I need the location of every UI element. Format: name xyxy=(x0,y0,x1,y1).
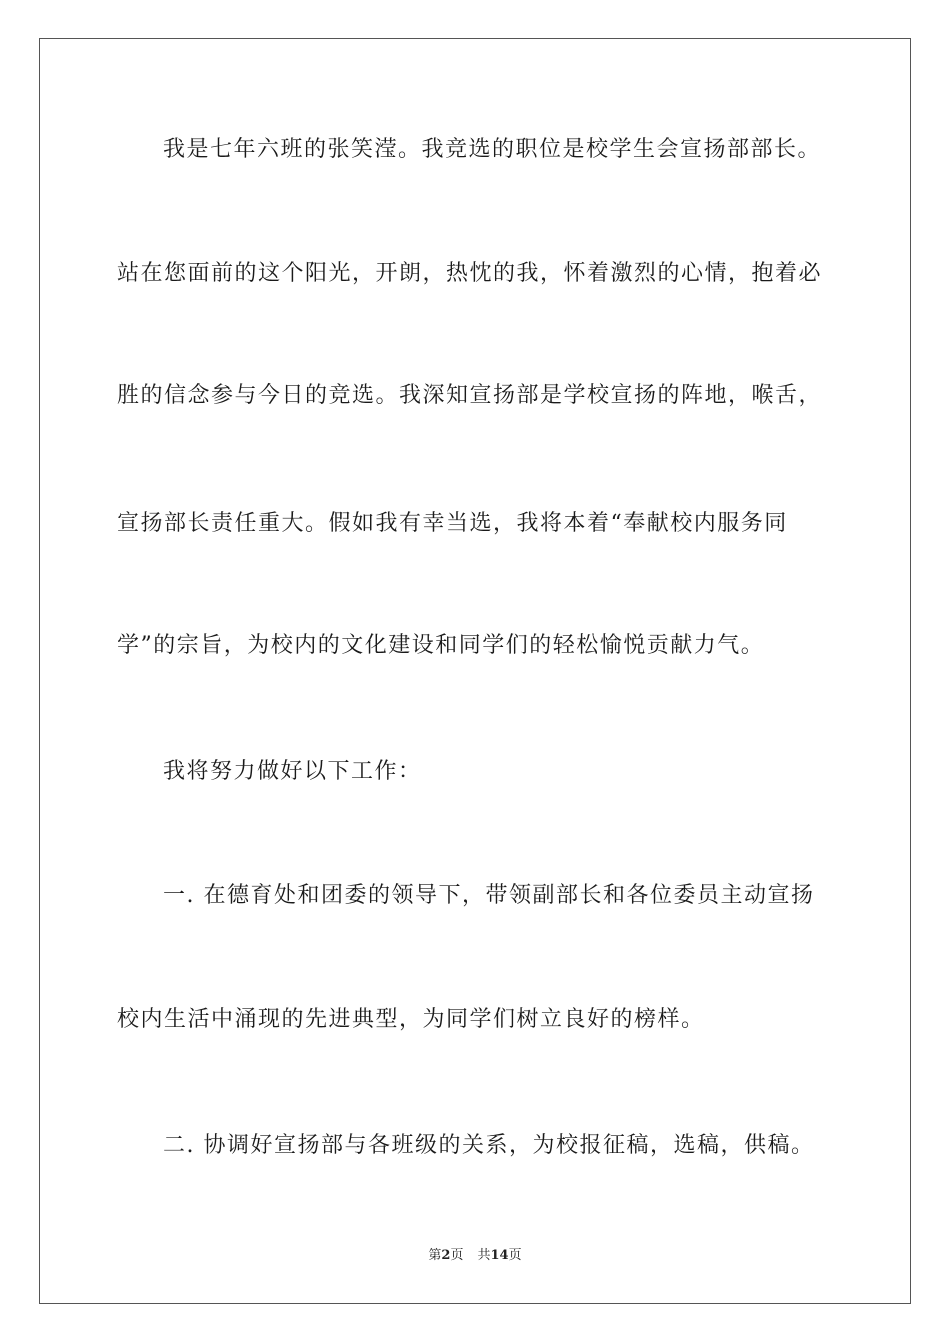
paragraph-line-1: 我是七年六班的张笑滢。我竞选的职位是校学生会宣扬部部长。 xyxy=(163,137,822,162)
footer-total-prefix: 共 xyxy=(477,1248,491,1263)
page-border xyxy=(39,38,911,1304)
footer-page-suffix: 页 xyxy=(450,1248,464,1263)
paragraph-line-8: 校内生活中涌现的先进典型，为同学们树立良好的榜样。 xyxy=(117,1007,705,1032)
paragraph-line-7: 一. 在德育处和团委的领导下，带领副部长和各位委员主动宣扬 xyxy=(163,883,815,908)
paragraph-line-9: 二. 协调好宣扬部与各班级的关系，为校报征稿，选稿，供稿。 xyxy=(163,1133,815,1158)
paragraph-line-6: 我将努力做好以下工作： xyxy=(163,759,422,784)
paragraph-line-5: 学”的宗旨，为校内的文化建设和同学们的轻松愉悦贡献力气。 xyxy=(117,633,765,658)
footer-total-suffix: 页 xyxy=(508,1248,522,1263)
footer-page-number: 2 xyxy=(441,1248,451,1263)
paragraph-line-2: 站在您面前的这个阳光，开朗，热忱的我，怀着激烈的心情，抱着必 xyxy=(117,261,823,286)
paragraph-line-4: 宣扬部长责任重大。假如我有幸当选，我将本着“奉献校内服务同 xyxy=(117,511,788,536)
footer-page-prefix: 第 xyxy=(428,1248,442,1263)
paragraph-line-3: 胜的信念参与今日的竞选。我深知宣扬部是学校宣扬的阵地，喉舌， xyxy=(117,383,823,408)
footer-total-pages: 14 xyxy=(490,1248,509,1263)
page-footer xyxy=(0,1247,950,1265)
